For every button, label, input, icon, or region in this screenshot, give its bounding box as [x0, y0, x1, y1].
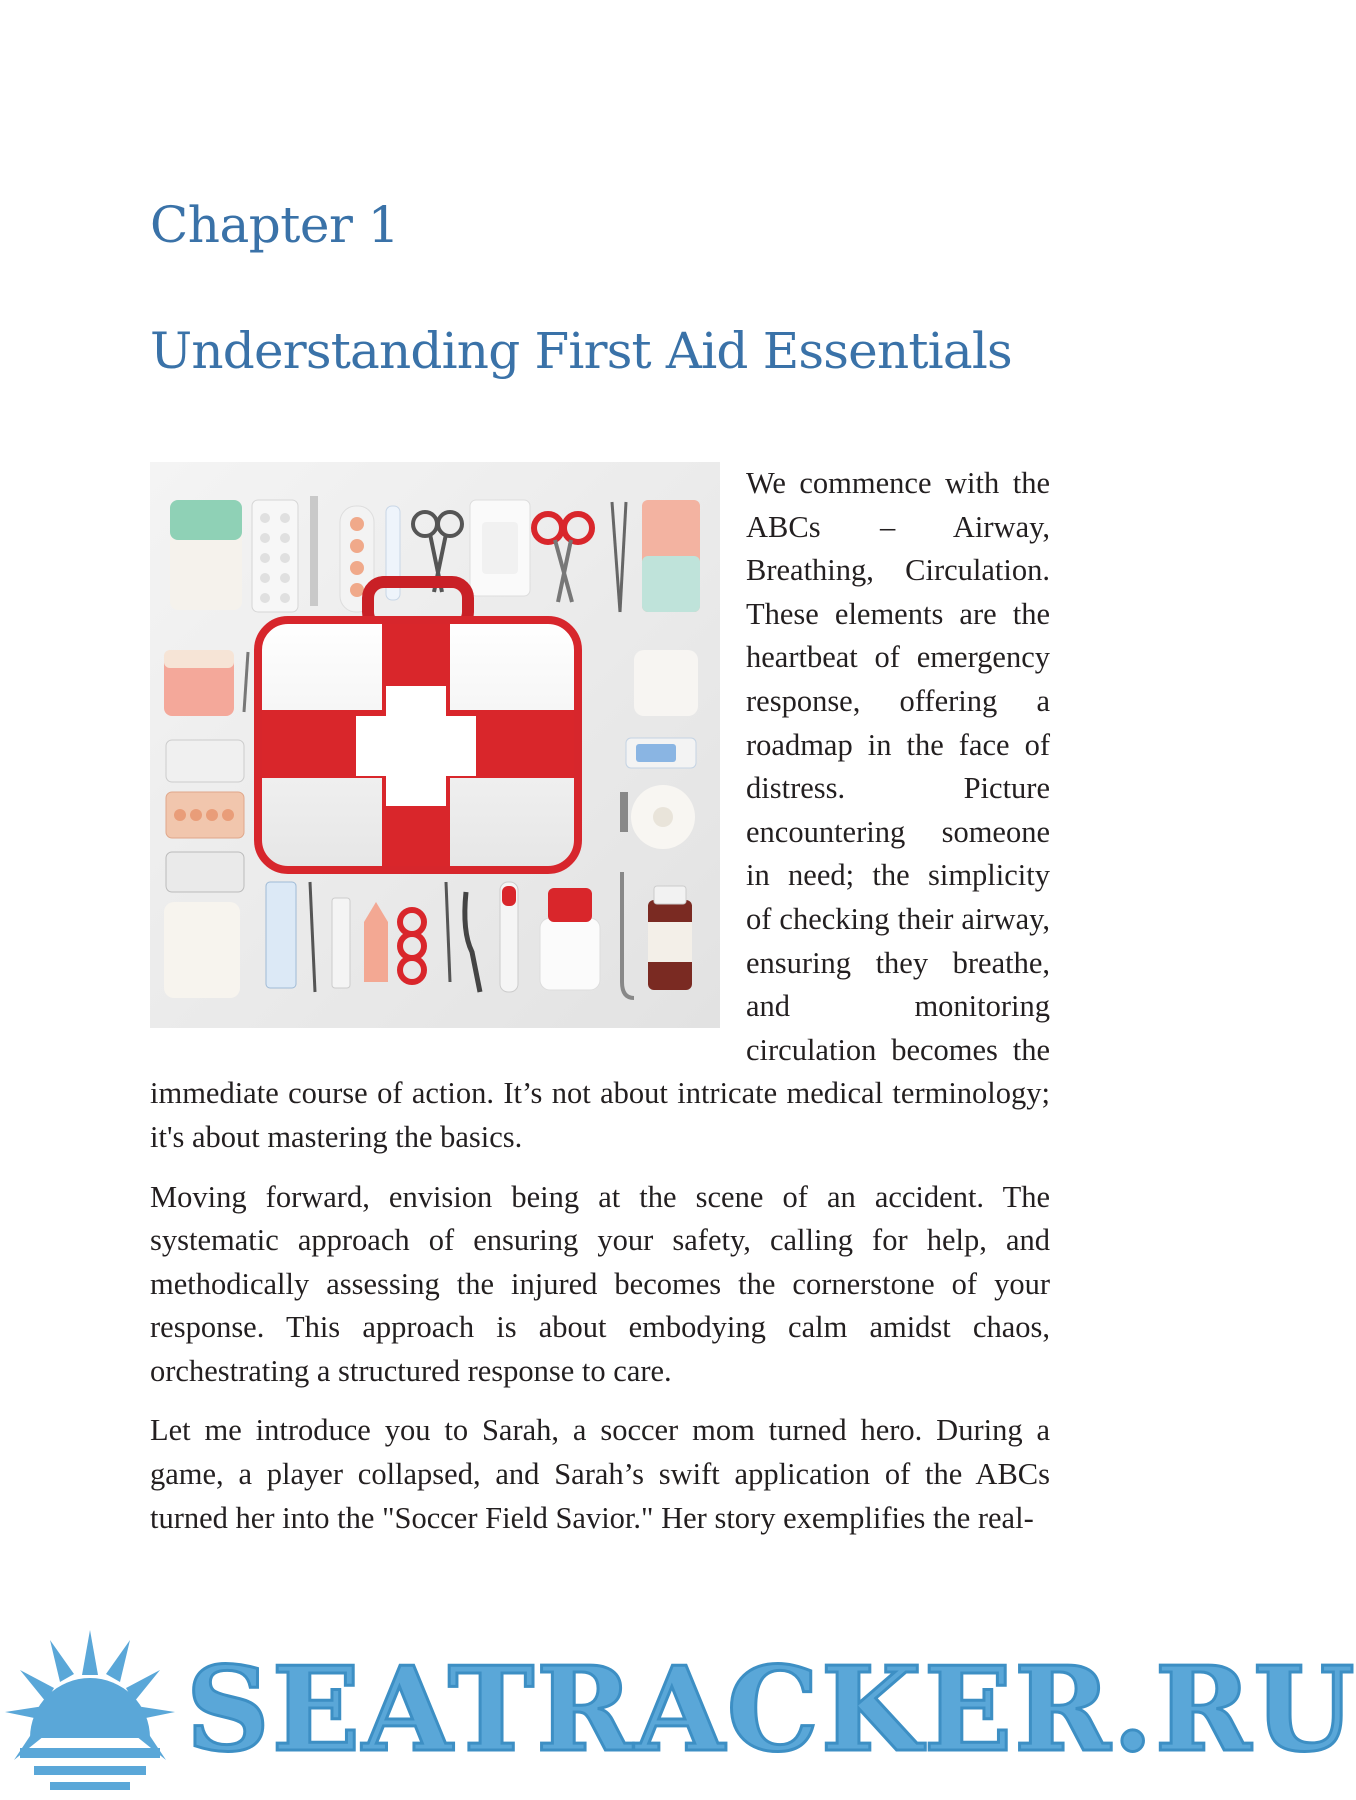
watermark-text: SEATRACKER.RU: [186, 1642, 1356, 1778]
paragraph-1: We commence with the ABCs – Airway, Breathing, Circulation. These elements are the heartbeat of emergency response, offering a roadmap in the face of distress. Picture encountering someone in need; the simplicity of checking their airway, ensuring they breathe, and monitoring circulation becomes the immediate course of action. It’s not about intricate medical terminology; it's about mastering the basics.: [150, 466, 1050, 1154]
chapter-label: Chapter 1: [150, 196, 400, 254]
paragraph-3: Let me introduce you to Sarah, a soccer mom turned hero. During a game, a player collapsed, and Sarah’s swift application of the ABCs turned her into the "Soccer Field Savior." Her story exemplifies the real-: [150, 1413, 1050, 1535]
body-text: [150, 462, 1050, 1556]
chapter-title: Understanding First Aid Essentials: [150, 322, 1012, 380]
paragraph-2: Moving forward, envision being at the scene of an accident. The systematic approach of ensuring your safety, calling for help, and methodically assessing the injured becomes the cornerstone of your response. This approach is about embodying calm amidst chaos, orchestrating a structured response to care.: [150, 1179, 1050, 1388]
sun-icon: [0, 1620, 200, 1800]
first-aid-kit-icon: [150, 462, 720, 1028]
first-aid-kit-image: [150, 462, 720, 1028]
